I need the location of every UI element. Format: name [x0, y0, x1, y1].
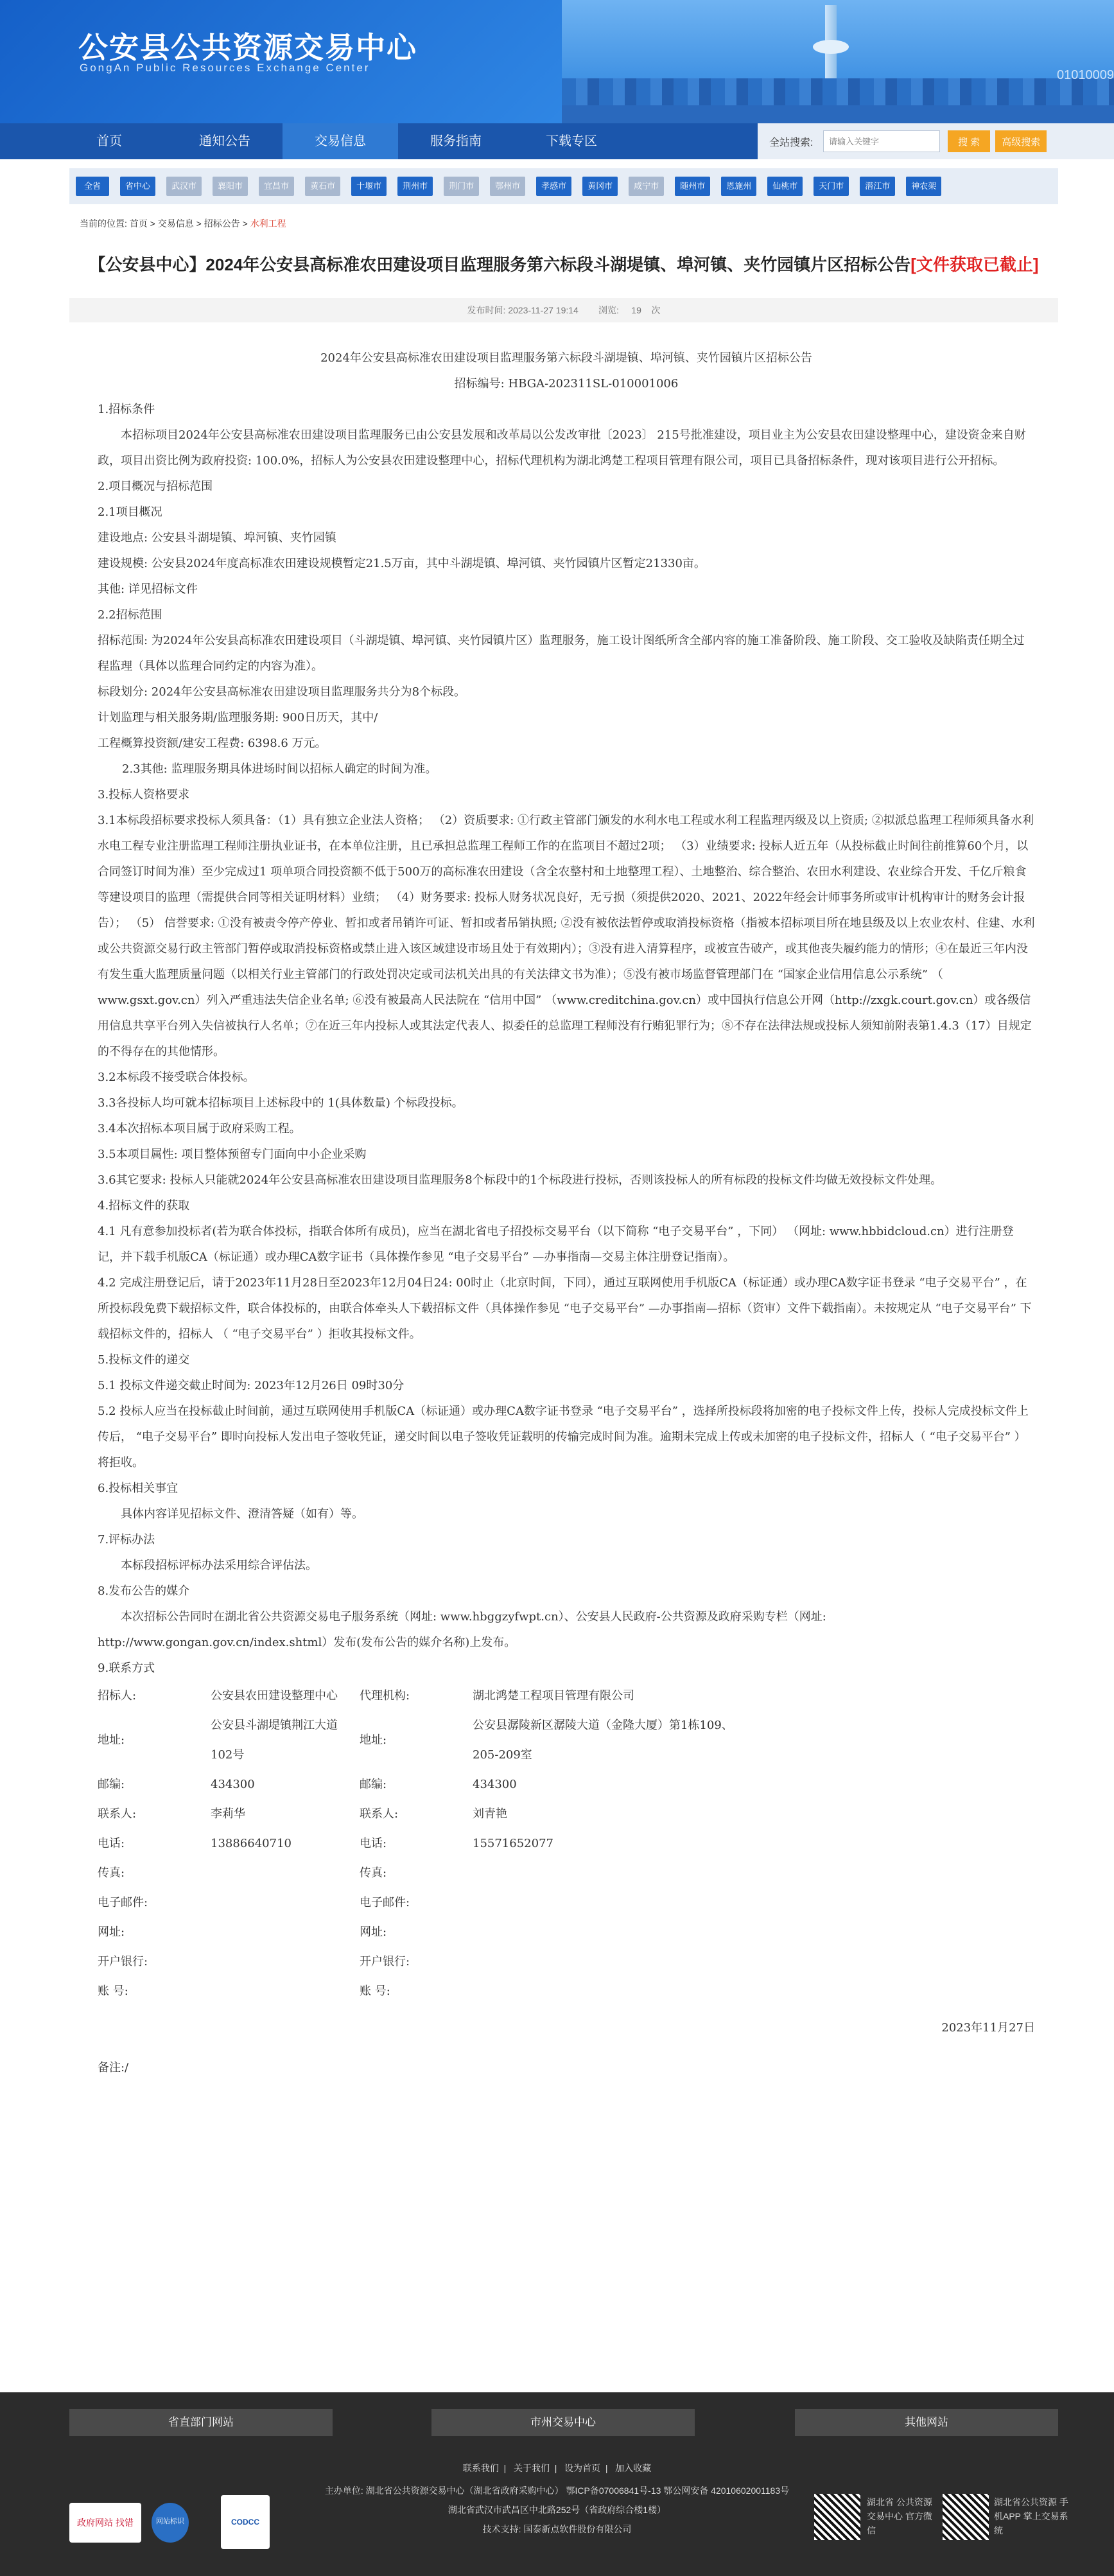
paragraph: 建设地点: 公安县斗湖堤镇、埠河镇、夹竹园镇 — [98, 531, 336, 545]
city-tag[interactable]: 黄石市 — [305, 177, 340, 196]
address-line: 205-209室 — [473, 1748, 532, 1762]
nav-downloads[interactable]: 下载专区 — [546, 134, 597, 148]
paragraph: 标段划分: 2024年公安县高标准农田建设项目监理服务共分为8个标段。 — [98, 685, 466, 699]
address-line: 公安县斗湖堤镇荆江大道 — [211, 1719, 338, 1732]
city-filter-bar — [69, 168, 1058, 204]
city-tag[interactable]: 鄂州市 — [490, 177, 525, 196]
breadcrumb-sep: > — [242, 218, 248, 229]
paragraph: 3.1本标段招标要求投标人须具备：（1）具有独立企业法人资格； （2）资质要求: ①行政主管部门颁发的水利水电工程或水利工程监理丙级及以上资质; ②拟派总监理工程师须具备水利水电工程专业注册监理工程师注册执业证书，在本单位注册，且已承担总监理工程师工作的在监项目不超过2项； （3）业绩要求: 投标人近五年（从投标截止时间往前推算60个月，以合同签订时间为准）至少完成过1 项单项合同投资额不低于500万的高标准农田建设（含全农整村和土地整理工程）、土地整治、综合整治、农田水利建设、农业综合开发、千亿斤粮食等建设项目的监理（需提供合同等相关证明材料）业绩； （4）财务要求: 投标人财务状况良好，无亏损（须提供2020、2021、2022年经会计师事务所或审计机构审计的财务会计报告）； （5） 信誉要求: ①没有被责令停产停业、暂扣或者吊销许可证、暂扣或者吊销执照; ②没有被依法暂停或取消投标资格（指被本招标项目所在地县级及以上农业农村、住建、水利或公共资源交易行政主管部门暂停或取消投标资格或禁止进入该区域建设市场且处于有效期内）；③没有进入清算程序，或被宣告破产，或其他丧失履约能力的情形；④在最近三年内没有发生重大监理质量问题（以相关行业主管部门的行政处罚决定或司法机关出具的有关法律文书为准）；⑤没有被市场监督管理部门在 “国家企业信用信息公示系统” （ www.gsxt.gov.cn）列入严重违法失信企业名单; ⑥没有被最高人民法院在 “信用中国” （www.creditchina.gov.cn）或中国执行信息公开网（http://zxgk.court.gov.cn）或各级信用信息共享平台列入失信被执行人名单；⑦在近三年内投标人或其法定代表人、拟委任的总监理工程师没有行贿犯罪行为；⑧不存在法律法规或投标人须知前附表第1.4.3（17）目规定的不得存在的其他情形。 — [98, 814, 1035, 1058]
table-row — [98, 1681, 832, 1711]
paragraph: 2.3其他: 监理服务期具体进场时间以招标人确定的时间为准。 — [122, 762, 437, 776]
site-title[interactable]: 公安县公共资源交易中心 — [78, 31, 417, 64]
cell: 网址: — [360, 1925, 387, 1939]
cell: 传真: — [360, 1866, 387, 1880]
city-tag[interactable]: 黄冈市 — [582, 177, 618, 196]
cell: 434300 — [211, 1778, 255, 1791]
paragraph: 具体内容详见招标文件、澄清答疑（如有）等。 — [121, 1507, 363, 1521]
footer-sponsor: 主办单位: 湖北省公共资源交易中心（湖北省政府采购中心） 鄂ICP备07006841号-13 鄂公网安备 42010602001183号 — [324, 2485, 790, 2496]
city-tag[interactable]: 孝感市 — [536, 177, 571, 196]
cell: 开户银行: — [98, 1955, 148, 1968]
cell: 刘青艳 — [473, 1807, 507, 1821]
gov-site-error-badge[interactable]: 政府网站 找错 — [69, 2503, 141, 2543]
title-text: 【公安县中心】2024年公安县高标准农田建设项目监理服务第六标段斗湖堤镇、埠河镇、夹竹园镇片区招标公告 — [89, 255, 911, 274]
footer-tech-support: 技术支持: 国泰新点软件股份有限公司 — [482, 2524, 632, 2534]
breadcrumb-label: 当前的位置: — [80, 218, 127, 229]
nav-trade-info[interactable]: 交易信息 — [283, 123, 398, 159]
paragraph: 5.1 投标文件递交截止时间为: 2023年12月26日 09时30分 — [98, 1379, 405, 1392]
status-badge: [文件获取已截止] — [910, 255, 1039, 274]
article-meta — [69, 298, 1058, 322]
paragraph: 3.4本次招标本项目属于政府采购工程。 — [98, 1122, 301, 1135]
paragraph: 4.2 完成注册登记后，请于2023年11月28日至2023年12月04日24: 00时止（北京时间，下同），通过互联网使用手机版CA（标证通）或办理CA数字证书登录 “电子交易平台” ，在所投标段免费下载招标文件，联合体投标的，由联合体牵头人下载招标文件（具体操作参见 “电子交易平台” —办事指南—招标（资审）文件下载指南）。未按规定从 “电子交易平台” 下载招标文件的，招标人 （ “电子交易平台” ）拒收其投标文件。 — [98, 1276, 1032, 1341]
breadcrumb-sep: > — [150, 218, 155, 229]
section-heading: 2.1项目概况 — [98, 505, 162, 519]
contact-table — [98, 1681, 832, 2006]
views-unit: 次 — [651, 305, 661, 315]
breadcrumb-home[interactable]: 首页 — [129, 218, 148, 229]
cell: 湖北鸿楚工程项目管理有限公司 — [473, 1689, 634, 1703]
paragraph: 其他: 详见招标文件 — [98, 583, 198, 596]
site-identity-badge[interactable]: 网站标识 — [152, 2503, 189, 2543]
table-row — [98, 1888, 832, 1918]
breadcrumb-trade-info[interactable]: 交易信息 — [157, 218, 194, 229]
set-homepage-link[interactable]: 设为首页 — [564, 2463, 601, 2473]
cell: 账 号: — [98, 1985, 128, 1998]
paragraph: 计划监理与相关服务期/监理服务期: 900日历天，其中/ — [98, 711, 378, 724]
city-tag[interactable]: 十堰市 — [351, 177, 387, 196]
table-row — [98, 1977, 832, 2006]
city-tag[interactable]: 荆州市 — [397, 177, 433, 196]
bookmark-link[interactable]: 加入收藏 — [615, 2463, 652, 2473]
publish-time: 发布时间: 2023-11-27 19:14 — [467, 305, 579, 315]
notice-date: 2023年11月27日 — [941, 2021, 1035, 2035]
cell: 代理机构: — [360, 1689, 410, 1703]
cell: 15571652077 — [473, 1837, 553, 1850]
app-qr-code — [943, 2494, 989, 2540]
nav-home[interactable]: 首页 — [96, 134, 122, 148]
cell: 联系人: — [98, 1807, 137, 1821]
paragraph: 本招标项目2024年公安县高标准农田建设项目监理服务已由公安县发展和改革局以公发改审批〔2023〕 215号批准建设，项目业主为公安县农田建设整理中心，建设资金来自财政，项目出资比例为政府投资: 100.0%，招标人为公安县农田建设整理中心，招标代理机构为湖北鸿楚工程项目管理有限公司，项目已具备招标条件，现对该项目进行公开招标。 — [98, 428, 1026, 468]
codcc-badge[interactable]: CODCC — [221, 2495, 270, 2549]
paragraph: 本标段招标评标办法采用综合评估法。 — [121, 1559, 317, 1572]
wechat-qr-label: 湖北省 公共资源交易中心 官方微信 — [867, 2497, 932, 2536]
provincial-sites-dropdown[interactable]: 省直部门网站 — [69, 2409, 333, 2436]
paragraph: 5.2 投标人应当在投标截止时间前，通过互联网使用手机版CA（标证通）或办理CA数字证书登录 “电子交易平台” ，选择所投标段将加密的电子投标文件上传，投标人完成投标文件上传后， “电子交易平台” 即时向投标人发出电子签收凭证，递交时间以电子签收凭证载明的传输完成时间为准。逾期未完成上传或未加密的电子投标文件，招标人（ “电子交易平台” ）将拒收。 — [98, 1405, 1029, 1469]
site-header — [0, 0, 1114, 123]
paragraph: 3.5本项目属性: 项目整体预留专门面向中小企业采购 — [98, 1148, 367, 1161]
table-row — [98, 1859, 832, 1888]
address-line: 102号 — [211, 1748, 245, 1762]
city-tag[interactable]: 神农架 — [906, 177, 941, 196]
city-tag[interactable]: 荆门市 — [444, 177, 479, 196]
cell: 电话: — [98, 1837, 125, 1850]
cell: 电子邮件: — [360, 1896, 410, 1909]
wechat-qr-code — [814, 2494, 860, 2540]
nav-notices[interactable]: 通知公告 — [199, 134, 250, 148]
city-tag[interactable]: 随州市 — [675, 177, 710, 196]
paragraph: 4.1 凡有意参加投标者(若为联合体投标，指联合体所有成员)，应当在湖北省电子招投标交易平台（以下简称 “电子交易平台” ，下同） （网址: www.hbbidcloud.cn）进行注册登记，并下载手机版CA（标证通）或办理CA数字证书（具体操作参见 “电子交易平台” —办事指南—交易主体注册登记指南）。 — [98, 1225, 1014, 1264]
table-row — [98, 1711, 832, 1770]
cell: 联系人: — [360, 1807, 399, 1821]
section-heading: 5.投标文件的递交 — [98, 1353, 190, 1367]
cell: 电话: — [360, 1837, 387, 1850]
tender-number: 招标编号: HBGA-202311SL-010001006 — [454, 377, 679, 390]
paragraph: 招标范围: 为2024年公安县高标准农田建设项目（斗湖堤镇、埠河镇、夹竹园镇片区）监理服务，施工设计图纸所含全部内容的施工准备阶段、施工阶段、交工验收及缺陷责任期全过程监理（具体以监理合同约定的内容为准）。 — [98, 634, 1025, 673]
table-row — [98, 1829, 832, 1859]
contact-us-link[interactable]: 联系我们 — [462, 2463, 499, 2473]
table-row — [98, 1947, 832, 1977]
paragraph: 3.2本标段不接受联合体投标。 — [98, 1071, 255, 1084]
section-heading: 6.投标相关事宜 — [98, 1482, 178, 1495]
tower-top-illustration — [813, 40, 849, 54]
cell: 招标人: — [98, 1689, 137, 1703]
table-row — [98, 1918, 832, 1947]
cell — [473, 1711, 832, 1770]
city-tag[interactable]: 潜江市 — [860, 177, 895, 196]
paragraph: 3.6其它要求: 投标人只能就2024年公安县高标准农田建设项目监理服务8个标段中的1个标段进行投标，否则该投标人的所有标段的投标文件均做无效投标文件处理。 — [98, 1173, 943, 1187]
breadcrumb — [80, 217, 286, 230]
section-heading: 8.发布公告的媒介 — [98, 1584, 190, 1598]
site-footer — [0, 2392, 1114, 2576]
section-heading: 9.联系方式 — [98, 1661, 155, 1675]
site-subtitle: GongAn Public Resources Exchange Center — [80, 62, 370, 74]
cell: 邮编: — [360, 1778, 387, 1791]
cell: 地址: — [98, 1733, 125, 1747]
cell: 开户银行: — [360, 1955, 410, 1968]
app-qr-label: 湖北省公共资源 手机APP 掌上交易系统 — [994, 2497, 1068, 2536]
other-sites-dropdown[interactable]: 其他网站 — [795, 2409, 1058, 2436]
paragraph: 工程概算投资额/建安工程费: 6398.6 万元。 — [98, 737, 327, 750]
section-heading: 2.项目概况与招标范围 — [98, 480, 213, 493]
city-tag[interactable]: 咸宁市 — [629, 177, 664, 196]
footer-links: 联系我们 | 关于我们 | 设为首页 | 加入收藏 — [462, 2463, 652, 2473]
remark: 备注:/ — [98, 2061, 129, 2074]
search-label: 全站搜索: — [769, 137, 814, 148]
breadcrumb-tender-notice[interactable]: 招标公告 — [204, 218, 240, 229]
table-row — [98, 1770, 832, 1800]
views-count: 19 — [631, 305, 641, 315]
city-tag[interactable]: 天门市 — [814, 177, 849, 196]
cell: 地址: — [360, 1733, 387, 1747]
article-heading: 2024年公安县高标准农田建设项目监理服务第六标段斗湖堤镇、埠河镇、夹竹园镇片区招标公告 — [320, 351, 812, 365]
breadcrumb-sep: > — [196, 218, 202, 229]
city-tag[interactable]: 全省 — [76, 177, 109, 196]
section-heading: 3.投标人资格要求 — [98, 788, 190, 802]
cell: 13886640710 — [211, 1837, 292, 1850]
breadcrumb-water-projects[interactable]: 水利工程 — [250, 218, 286, 229]
paragraph: 本次招标公告同时在湖北省公共资源交易电子服务系统（网址: www.hbggzyfwpt.cn）、公安县人民政府-公共资源及政府采购专栏（网址: http://www.gongan.gov.cn/index.shtml）发布(发布公告的媒介名称)上发布。 — [98, 1610, 826, 1649]
footer-address: 湖北省武汉市武昌区中北路252号（省政府综合楼1楼） — [448, 2505, 666, 2515]
cell: 李莉华 — [211, 1807, 245, 1821]
section-heading: 7.评标办法 — [98, 1533, 155, 1546]
section-heading: 2.2招标范围 — [98, 608, 162, 622]
city-tag[interactable]: 恩施州 — [721, 177, 756, 196]
lake-illustration — [562, 105, 1114, 123]
city-tag[interactable]: 仙桃市 — [767, 177, 803, 196]
cell — [211, 1711, 360, 1770]
search-button[interactable]: 搜 索 — [948, 130, 990, 152]
section-heading: 4.招标文件的获取 — [98, 1199, 190, 1213]
cell: 434300 — [473, 1778, 517, 1791]
cell: 邮编: — [98, 1778, 125, 1791]
cell: 传真: — [98, 1866, 125, 1880]
city-tag[interactable]: 襄阳市 — [213, 177, 248, 196]
search-input[interactable] — [823, 130, 940, 152]
cell: 电子邮件: — [98, 1896, 148, 1909]
cell: 公安县农田建设整理中心 — [211, 1689, 338, 1703]
paragraph: 建设规模: 公安县2024年度高标准农田建设规模暂定21.5万亩，其中斗湖堤镇、埠河镇、夹竹园镇片区暂定21330亩。 — [98, 557, 706, 570]
cell: 网址: — [98, 1925, 125, 1939]
advanced-search-button[interactable]: 高级搜索 — [995, 130, 1047, 152]
about-us-link[interactable]: 关于我们 — [513, 2463, 550, 2473]
views-label: 浏览: — [598, 305, 619, 315]
site-search — [758, 123, 1114, 159]
city-tag[interactable]: 省中心 — [120, 177, 155, 196]
page-title — [69, 252, 1058, 276]
table-row — [98, 1800, 832, 1829]
address-line: 公安县潺陵新区潺陵大道（金隆大厦）第1栋109、 — [473, 1719, 733, 1732]
cell: 账 号: — [360, 1985, 390, 1998]
article-body — [98, 340, 1035, 2081]
main-nav — [0, 123, 1114, 159]
nav-service-guide[interactable]: 服务指南 — [430, 134, 482, 148]
city-tag[interactable]: 武汉市 — [166, 177, 202, 196]
city-centers-dropdown[interactable]: 市州交易中心 — [431, 2409, 695, 2436]
city-tag[interactable]: 宜昌市 — [259, 177, 294, 196]
section-heading: 1.招标条件 — [98, 403, 155, 416]
paragraph: 3.3各投标人均可就本招标项目上述标段中的 1(具体数量) 个标段投标。 — [98, 1096, 464, 1110]
banner-code: 01010009 — [1057, 68, 1114, 82]
